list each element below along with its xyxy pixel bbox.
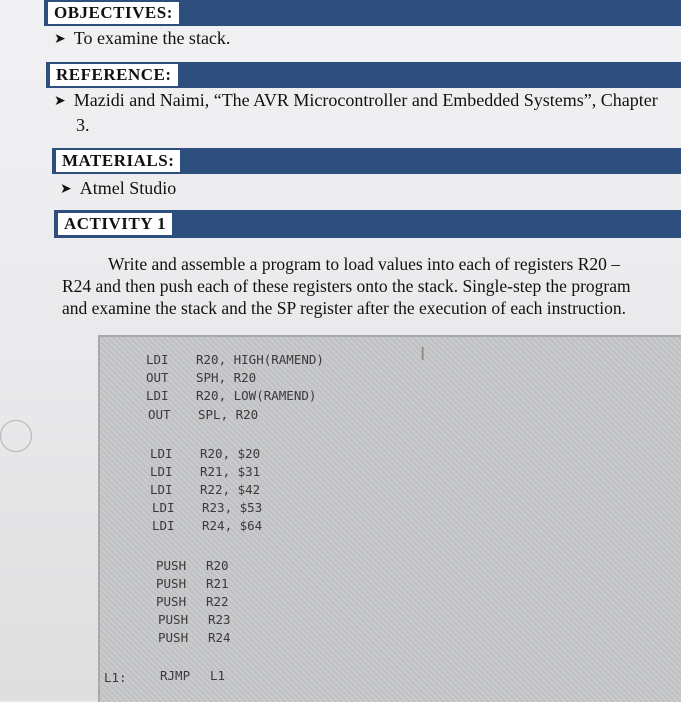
code-line: OUT SPL, R20 [148, 407, 259, 422]
code-line: OUT SPH, R20 [146, 370, 257, 385]
activity-description [62, 253, 678, 319]
reference-bullet [54, 90, 658, 111]
reference-bar [46, 62, 681, 88]
materials-text: Atmel Studio [79, 178, 177, 198]
reference-heading: REFERENCE: [50, 64, 178, 86]
activity-bar [54, 210, 681, 238]
code-line: LDI R20, $20 [150, 446, 261, 461]
activity-line2: R24 and then push each of these registers onto the stack. Single-step the program [62, 276, 631, 296]
code-line: PUSH R24 [158, 630, 231, 645]
code-line: LDI R20, HIGH(RAMEND) [146, 352, 324, 367]
code-line: PUSH R21 [156, 576, 229, 591]
objectives-heading: OBJECTIVES: [48, 2, 179, 24]
code-label: L1: [104, 670, 127, 685]
code-line: LDI R24, $64 [152, 518, 263, 533]
arrowhead-bullet-icon: ➤ [60, 182, 72, 197]
i-beam-cursor-icon: I [420, 344, 426, 365]
materials-bar [52, 148, 681, 174]
code-line: PUSH R22 [156, 594, 229, 609]
code-line: LDI R20, LOW(RAMEND) [146, 388, 317, 403]
objectives-text: To examine the stack. [73, 28, 231, 48]
code-line: LDI R21, $31 [150, 464, 261, 479]
reference-text-line1: Mazidi and Naimi, “The AVR Microcontroller and Embedded Systems”, Chapter [73, 90, 658, 110]
code-line: LDI R23, $53 [152, 500, 263, 515]
materials-heading: MATERIALS: [56, 150, 180, 172]
code-line: RJMP L1 [160, 668, 226, 683]
code-line: PUSH R23 [158, 612, 231, 627]
objectives-bar [44, 0, 681, 26]
materials-bullet [60, 178, 176, 199]
activity-line3: and examine the stack and the SP register after the execution of each instruction. [62, 298, 627, 318]
reference-text-line2: 3. [76, 115, 90, 135]
objectives-bullet [54, 28, 230, 49]
arrowhead-bullet-icon: ➤ [54, 94, 66, 109]
activity-heading: ACTIVITY 1 [58, 213, 172, 235]
code-line: PUSH R20 [156, 558, 229, 573]
margin-circle-mark [0, 420, 32, 452]
code-line: LDI R22, $42 [150, 482, 261, 497]
arrowhead-bullet-icon: ➤ [54, 32, 66, 47]
activity-line1: Write and assemble a program to load values into each of registers R20 – [108, 254, 620, 274]
